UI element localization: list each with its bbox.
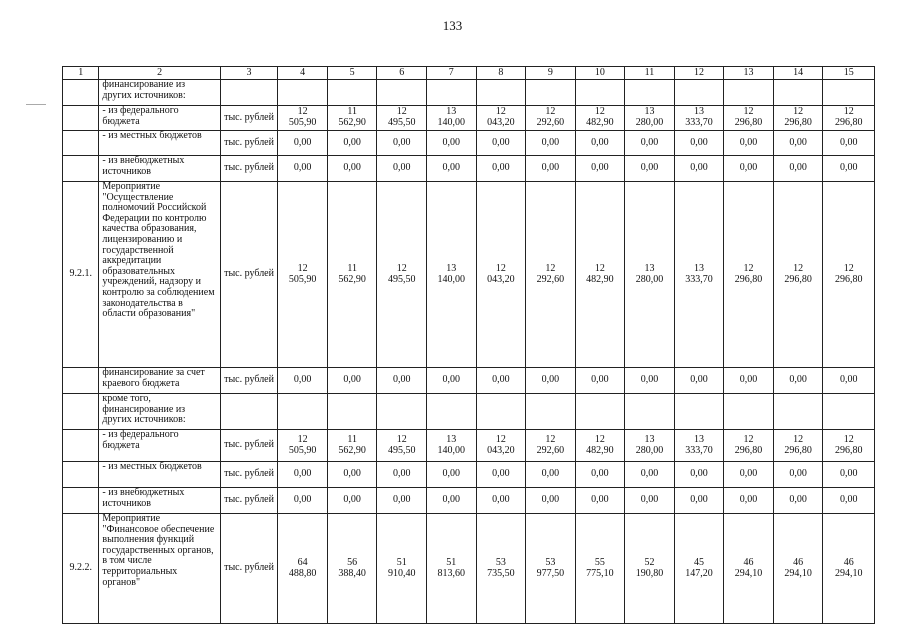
- page-number: 133: [442, 18, 463, 33]
- column-number: 15: [823, 67, 875, 80]
- value-cell: 0,00: [575, 488, 625, 514]
- table-row: [63, 182, 875, 368]
- column-number: 8: [476, 67, 526, 80]
- value-cell: 0,00: [575, 156, 625, 182]
- value-cell: 12 495,50: [377, 430, 427, 462]
- row-name: - из федерального бюджета: [99, 430, 220, 462]
- value-cell: 13 280,00: [625, 182, 675, 368]
- value-cell: 12 043,20: [476, 430, 526, 462]
- value-cell: 0,00: [476, 488, 526, 514]
- column-number: 7: [427, 67, 477, 80]
- column-number: 14: [773, 67, 823, 80]
- value-cell: 0,00: [278, 156, 328, 182]
- value-cell: 0,00: [526, 156, 576, 182]
- value-cell: 11 562,90: [327, 182, 377, 368]
- row-name: Мероприятие "Осуществление полномочий Российской Федерации по контролю качества образования, лицензированию и государственной аккредитации образовательных учреждений, надзору и контролю за соблюдением законодательства в области образования": [99, 182, 220, 368]
- row-unit: тыс. рублей: [220, 368, 278, 394]
- value-cell: 0,00: [625, 131, 675, 156]
- row-name: финансирование из других источников:: [99, 80, 220, 106]
- value-cell: 12 482,90: [575, 106, 625, 131]
- value-cell: 0,00: [427, 462, 477, 488]
- value-cell: 0,00: [674, 131, 724, 156]
- row-unit: тыс. рублей: [220, 462, 278, 488]
- value-cell: [377, 80, 427, 106]
- value-cell: 0,00: [575, 131, 625, 156]
- column-number: 2: [99, 67, 220, 80]
- value-cell: 13 333,70: [674, 430, 724, 462]
- column-number: 12: [674, 67, 724, 80]
- row-unit: тыс. рублей: [220, 106, 278, 131]
- value-cell: 12 482,90: [575, 430, 625, 462]
- value-cell: 0,00: [823, 462, 875, 488]
- value-cell: 0,00: [327, 488, 377, 514]
- value-cell: 0,00: [427, 156, 477, 182]
- value-cell: 46 294,10: [773, 514, 823, 624]
- row-number: [63, 430, 99, 462]
- row-number: [63, 156, 99, 182]
- value-cell: 0,00: [278, 131, 328, 156]
- value-cell: 13 333,70: [674, 182, 724, 368]
- value-cell: 0,00: [773, 462, 823, 488]
- column-number: 6: [377, 67, 427, 80]
- value-cell: 12 505,90: [278, 106, 328, 131]
- row-number: [63, 462, 99, 488]
- row-number: [63, 131, 99, 156]
- value-cell: 0,00: [773, 368, 823, 394]
- value-cell: 0,00: [674, 462, 724, 488]
- value-cell: [674, 394, 724, 430]
- value-cell: 0,00: [427, 368, 477, 394]
- value-cell: [724, 80, 774, 106]
- value-cell: [278, 394, 328, 430]
- value-cell: 0,00: [724, 488, 774, 514]
- value-cell: 0,00: [377, 368, 427, 394]
- value-cell: 64 488,80: [278, 514, 328, 624]
- row-unit: тыс. рублей: [220, 156, 278, 182]
- value-cell: 0,00: [377, 462, 427, 488]
- value-cell: 0,00: [823, 156, 875, 182]
- value-cell: [427, 80, 477, 106]
- table-body: [63, 67, 875, 624]
- value-cell: [476, 80, 526, 106]
- table-row: [63, 131, 875, 156]
- value-cell: 0,00: [674, 488, 724, 514]
- value-cell: [476, 394, 526, 430]
- value-cell: 46 294,10: [724, 514, 774, 624]
- column-number: 9: [526, 67, 576, 80]
- value-cell: 12 296,80: [773, 430, 823, 462]
- row-number: 9.2.1.: [63, 182, 99, 368]
- value-cell: 51 910,40: [377, 514, 427, 624]
- value-cell: [674, 80, 724, 106]
- row-unit: [220, 394, 278, 430]
- table-row: [63, 394, 875, 430]
- table-row: [63, 106, 875, 131]
- value-cell: 12 043,20: [476, 106, 526, 131]
- value-cell: 0,00: [625, 462, 675, 488]
- value-cell: [278, 80, 328, 106]
- value-cell: 12 296,80: [823, 182, 875, 368]
- value-cell: 0,00: [377, 156, 427, 182]
- row-number: 9.2.2.: [63, 514, 99, 624]
- value-cell: [773, 394, 823, 430]
- value-cell: 0,00: [327, 156, 377, 182]
- value-cell: 0,00: [476, 368, 526, 394]
- value-cell: 53 735,50: [476, 514, 526, 624]
- row-unit: тыс. рублей: [220, 131, 278, 156]
- value-cell: 12 505,90: [278, 430, 328, 462]
- value-cell: 12 292,60: [526, 106, 576, 131]
- value-cell: 0,00: [476, 131, 526, 156]
- table-row: [63, 80, 875, 106]
- value-cell: 12 296,80: [823, 106, 875, 131]
- row-name: - из внебюджетных источников: [99, 488, 220, 514]
- row-name: - из внебюджетных источников: [99, 156, 220, 182]
- table-row: [63, 156, 875, 182]
- value-cell: [327, 394, 377, 430]
- value-cell: 13 140,00: [427, 182, 477, 368]
- value-cell: 12 505,90: [278, 182, 328, 368]
- value-cell: 13 280,00: [625, 430, 675, 462]
- value-cell: 53 977,50: [526, 514, 576, 624]
- value-cell: 12 296,80: [724, 430, 774, 462]
- row-name: финансирование за счет краевого бюджета: [99, 368, 220, 394]
- value-cell: 0,00: [278, 462, 328, 488]
- value-cell: [575, 80, 625, 106]
- value-cell: 0,00: [724, 131, 774, 156]
- value-cell: 0,00: [526, 368, 576, 394]
- value-cell: [427, 394, 477, 430]
- value-cell: [526, 80, 576, 106]
- row-name: - из федерального бюджета: [99, 106, 220, 131]
- value-cell: [377, 394, 427, 430]
- row-name: кроме того, финансирование из других источников:: [99, 394, 220, 430]
- row-name: - из местных бюджетов: [99, 131, 220, 156]
- value-cell: 12 043,20: [476, 182, 526, 368]
- header-row: [63, 67, 875, 80]
- value-cell: 0,00: [427, 488, 477, 514]
- column-number: 5: [327, 67, 377, 80]
- column-number: 1: [63, 67, 99, 80]
- row-unit: тыс. рублей: [220, 182, 278, 368]
- value-cell: 0,00: [773, 488, 823, 514]
- value-cell: 12 296,80: [773, 182, 823, 368]
- value-cell: 12 296,80: [773, 106, 823, 131]
- value-cell: 55 775,10: [575, 514, 625, 624]
- value-cell: 0,00: [476, 462, 526, 488]
- value-cell: 12 482,90: [575, 182, 625, 368]
- value-cell: 0,00: [724, 368, 774, 394]
- value-cell: 52 190,80: [625, 514, 675, 624]
- value-cell: 0,00: [377, 131, 427, 156]
- value-cell: 0,00: [575, 462, 625, 488]
- value-cell: 0,00: [773, 131, 823, 156]
- value-cell: [625, 80, 675, 106]
- value-cell: 0,00: [526, 488, 576, 514]
- value-cell: 56 388,40: [327, 514, 377, 624]
- value-cell: [625, 394, 675, 430]
- row-number: [63, 368, 99, 394]
- value-cell: 11 562,90: [327, 106, 377, 131]
- row-name: - из местных бюджетов: [99, 462, 220, 488]
- table-row: [63, 462, 875, 488]
- value-cell: 12 495,50: [377, 182, 427, 368]
- value-cell: 13 140,00: [427, 430, 477, 462]
- budget-table: [62, 66, 875, 624]
- value-cell: 0,00: [278, 368, 328, 394]
- value-cell: 0,00: [278, 488, 328, 514]
- table-row: [63, 514, 875, 624]
- value-cell: 0,00: [625, 156, 675, 182]
- row-number: [63, 488, 99, 514]
- value-cell: 0,00: [327, 131, 377, 156]
- value-cell: [526, 394, 576, 430]
- column-number: 4: [278, 67, 328, 80]
- table-row: [63, 488, 875, 514]
- column-number: 13: [724, 67, 774, 80]
- value-cell: 13 280,00: [625, 106, 675, 131]
- value-cell: 0,00: [823, 131, 875, 156]
- value-cell: 12 292,60: [526, 182, 576, 368]
- row-number: [63, 394, 99, 430]
- value-cell: [823, 394, 875, 430]
- column-number: 3: [220, 67, 278, 80]
- row-number: [63, 80, 99, 106]
- value-cell: [823, 80, 875, 106]
- value-cell: 12 296,80: [724, 106, 774, 131]
- row-unit: тыс. рублей: [220, 488, 278, 514]
- value-cell: 0,00: [724, 462, 774, 488]
- row-unit: тыс. рублей: [220, 514, 278, 624]
- value-cell: 12 495,50: [377, 106, 427, 131]
- value-cell: [773, 80, 823, 106]
- value-cell: 0,00: [724, 156, 774, 182]
- value-cell: 0,00: [526, 462, 576, 488]
- value-cell: 45 147,20: [674, 514, 724, 624]
- row-number: [63, 106, 99, 131]
- row-name: Мероприятие "Финансовое обеспечение выполнения функций государственных органов, в том числе территориальных органов": [99, 514, 220, 624]
- value-cell: 0,00: [327, 462, 377, 488]
- value-cell: 0,00: [476, 156, 526, 182]
- value-cell: 0,00: [823, 368, 875, 394]
- value-cell: 0,00: [526, 131, 576, 156]
- row-unit: [220, 80, 278, 106]
- table-row: [63, 430, 875, 462]
- value-cell: [327, 80, 377, 106]
- value-cell: 12 292,60: [526, 430, 576, 462]
- value-cell: 0,00: [327, 368, 377, 394]
- column-number: 11: [625, 67, 675, 80]
- value-cell: 0,00: [674, 368, 724, 394]
- value-cell: 13 140,00: [427, 106, 477, 131]
- row-unit: тыс. рублей: [220, 430, 278, 462]
- value-cell: 11 562,90: [327, 430, 377, 462]
- value-cell: 12 296,80: [724, 182, 774, 368]
- table-row: [63, 368, 875, 394]
- value-cell: 0,00: [773, 156, 823, 182]
- value-cell: 0,00: [625, 368, 675, 394]
- value-cell: 0,00: [625, 488, 675, 514]
- value-cell: 46 294,10: [823, 514, 875, 624]
- value-cell: 51 813,60: [427, 514, 477, 624]
- value-cell: 0,00: [377, 488, 427, 514]
- value-cell: 13 333,70: [674, 106, 724, 131]
- value-cell: 12 296,80: [823, 430, 875, 462]
- value-cell: 0,00: [674, 156, 724, 182]
- value-cell: [575, 394, 625, 430]
- value-cell: [724, 394, 774, 430]
- value-cell: 0,00: [427, 131, 477, 156]
- column-number: 10: [575, 67, 625, 80]
- value-cell: 0,00: [575, 368, 625, 394]
- value-cell: 0,00: [823, 488, 875, 514]
- margin-mark: [26, 104, 46, 105]
